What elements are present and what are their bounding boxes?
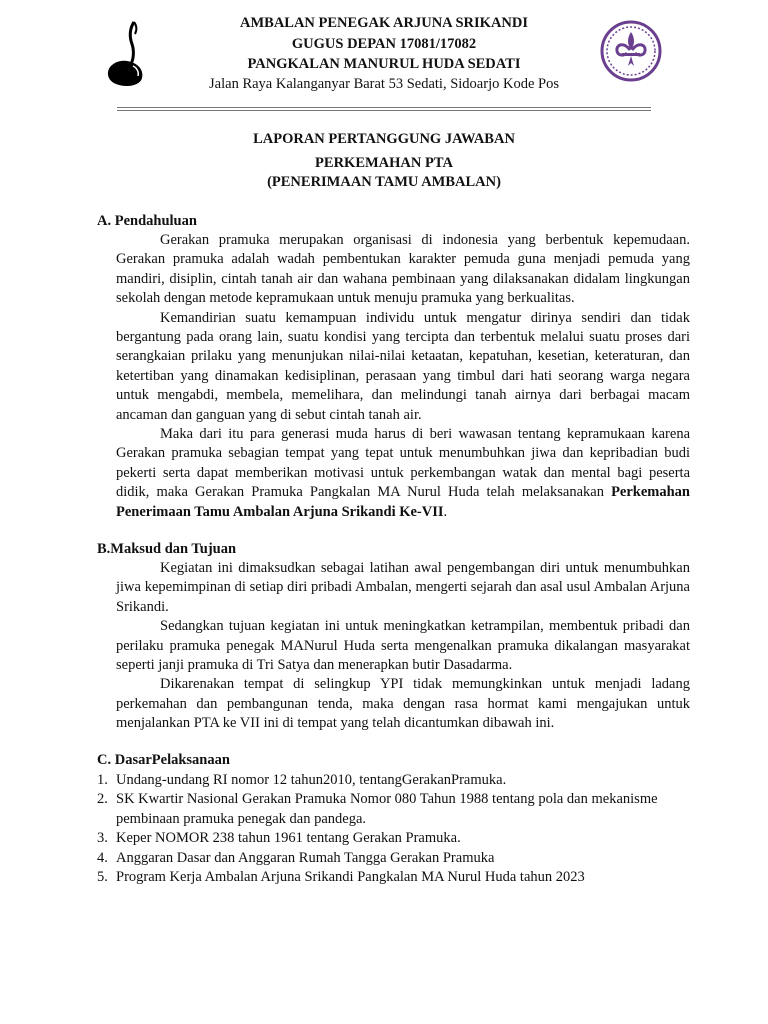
section-b-paragraph-1: Kegiatan ini dimaksudkan sebagai latihan awal pengembangan diri untuk menumbuhkan jiwa kepemimpinan di setiap diri pribadi Ambalan, mengerti sejarah dan asal usul Ambalan Arjuna Srikandi. — [116, 560, 690, 615]
section-a-paragraph-3-text: Maka dari itu para generasi muda harus di beri wawasan tentang kepramukaan karena Gerakan pramuka sebagian tempat yang tepat untuk menumbuhkan jiwa dan kepribadian budi pekerti serta dapat memberikan motivasi untuk perkembangan watak dan mental bagi peserta didik, maka Gerakan Pramuka Pangkalan MA Nurul Huda telah melaksanakan — [116, 426, 690, 501]
tunas-kelapa-logo — [104, 18, 156, 88]
letterhead-divider-thin — [117, 110, 651, 111]
list-item-text: Anggaran Dasar dan Anggaran Rumah Tangga Gerakan Pramuka — [116, 849, 495, 866]
list-item-text: SK Kwartir Nasional Gerakan Pramuka Nomor 080 Tahun 1988 tentang pola dan mekanisme pembinaan pramuka penegak dan pandega. — [116, 791, 658, 827]
section-a-heading: A. Pendahuluan — [97, 213, 197, 229]
list-item — [97, 849, 697, 868]
event-name: Perkemahan Penerimaan Tamu Ambalan Arjuna Srikandi Ke-VII — [116, 484, 690, 520]
list-item-text: Keper NOMOR 238 tahun 1961 tentang Gerakan Pramuka. — [116, 830, 461, 847]
scout-emblem-logo — [600, 20, 662, 82]
section-b-body — [116, 559, 690, 734]
letterhead-line1 — [170, 14, 598, 34]
list-item — [97, 868, 697, 887]
section-b-paragraph-3: Dikarenakan tempat di selingkup YPI tidak memungkinkan untuk menjadi ladang perkemahan dan pembangunan tenda, maka dengan rasa hormat kami mengajukan untuk menjalankan PTA ke VII ini di tempat yang telah dicantumkan dibawah ini. — [116, 676, 690, 732]
letterhead-address — [170, 75, 598, 95]
list-item-number: 3. — [97, 830, 108, 847]
section-a-body — [116, 231, 690, 522]
address: Jalan Raya Kalanganyar Barat 53 Sedati, Sidoarjo Kode Pos — [209, 76, 559, 92]
letterhead-divider — [117, 107, 651, 108]
section-a-paragraph-3-end: . — [443, 503, 448, 520]
report-subtitle-detail: (PENERIMAAN TAMU AMBALAN) — [267, 174, 501, 190]
list-item-number: 2. — [97, 791, 108, 808]
section-a-paragraph-3 — [116, 425, 690, 522]
report-subtitle: PERKEMAHAN PTA — [315, 155, 453, 171]
list-item — [97, 829, 697, 848]
section-a-paragraph-1: Gerakan pramuka merupakan organisasi di indonesia yang berbentuk kepemudaan. Gerakan pramuka adalah wadah pembentukan karakter pemuda guna menjadi pemuda yang mandiri, disiplin, cintah tanah air dan wahana pembinaan yang dilaksanakan didalam lingkungan sekolah dengan metode kepramukaan untuk menuju pramuka yang berkualitas. — [116, 232, 690, 307]
list-item — [97, 790, 697, 829]
report-title: LAPORAN PERTANGGUNG JAWABAN — [253, 131, 515, 147]
section-a-paragraph-2: Kemandirian suatu kemampuan individu untuk mengatur dirinya sendiri dan tidak bergantung pada orang lain, suatu kondisi yang tercipta dan terbentuk melalui suatu proses dari serangkaian prilaku yang menunjukan nilai-nilai ketaatan, kepatuhan, kesetian, keteraturan, dan ketertiban yang dinamakan kedisiplinan, perasaan yang timbul dari hati seorang warga negara untuk mengabdi, membela, memelihara, dan melindungi tanah airnya dari berbagai macam ancaman dan ganguan yang di sebut cintah tanah air. — [116, 309, 690, 423]
section-b-paragraph-2: Sedangkan tujuan kegiatan ini untuk meningkatkan ketrampilan, membentuk pribadi dan perilaku pramuka penegak MANurul Huda serta mengenalkan pramuka dikalangan masyarakat seperti janji pramuka di Tri Satya dan menerapkan butir Dasadarma. — [116, 618, 690, 674]
letterhead-line3 — [170, 55, 598, 75]
list-item-number: 4. — [97, 849, 108, 866]
list-item — [97, 771, 697, 790]
section-c-heading: C. DasarPelaksanaan — [97, 752, 230, 768]
list-item-text: Program Kerja Ambalan Arjuna Srikandi Pangkalan MA Nurul Huda tahun 2023 — [116, 869, 585, 886]
organization-name: AMBALAN PENEGAK ARJUNA SRIKANDI — [239, 15, 528, 31]
legal-basis-list — [97, 771, 697, 887]
list-item-text: Undang-undang RI nomor 12 tahun2010, tentangGerakanPramuka. — [116, 772, 507, 788]
list-item-number: 1. — [97, 772, 108, 788]
gugus-depan: GUGUS DEPAN 17081/17082 — [291, 36, 477, 52]
letterhead-line2 — [170, 35, 598, 55]
list-item-number: 5. — [97, 869, 108, 886]
pangkalan-name: PANGKALAN MANURUL HUDA SEDATI — [247, 56, 521, 72]
section-b-heading: B.Maksud dan Tujuan — [97, 541, 237, 557]
